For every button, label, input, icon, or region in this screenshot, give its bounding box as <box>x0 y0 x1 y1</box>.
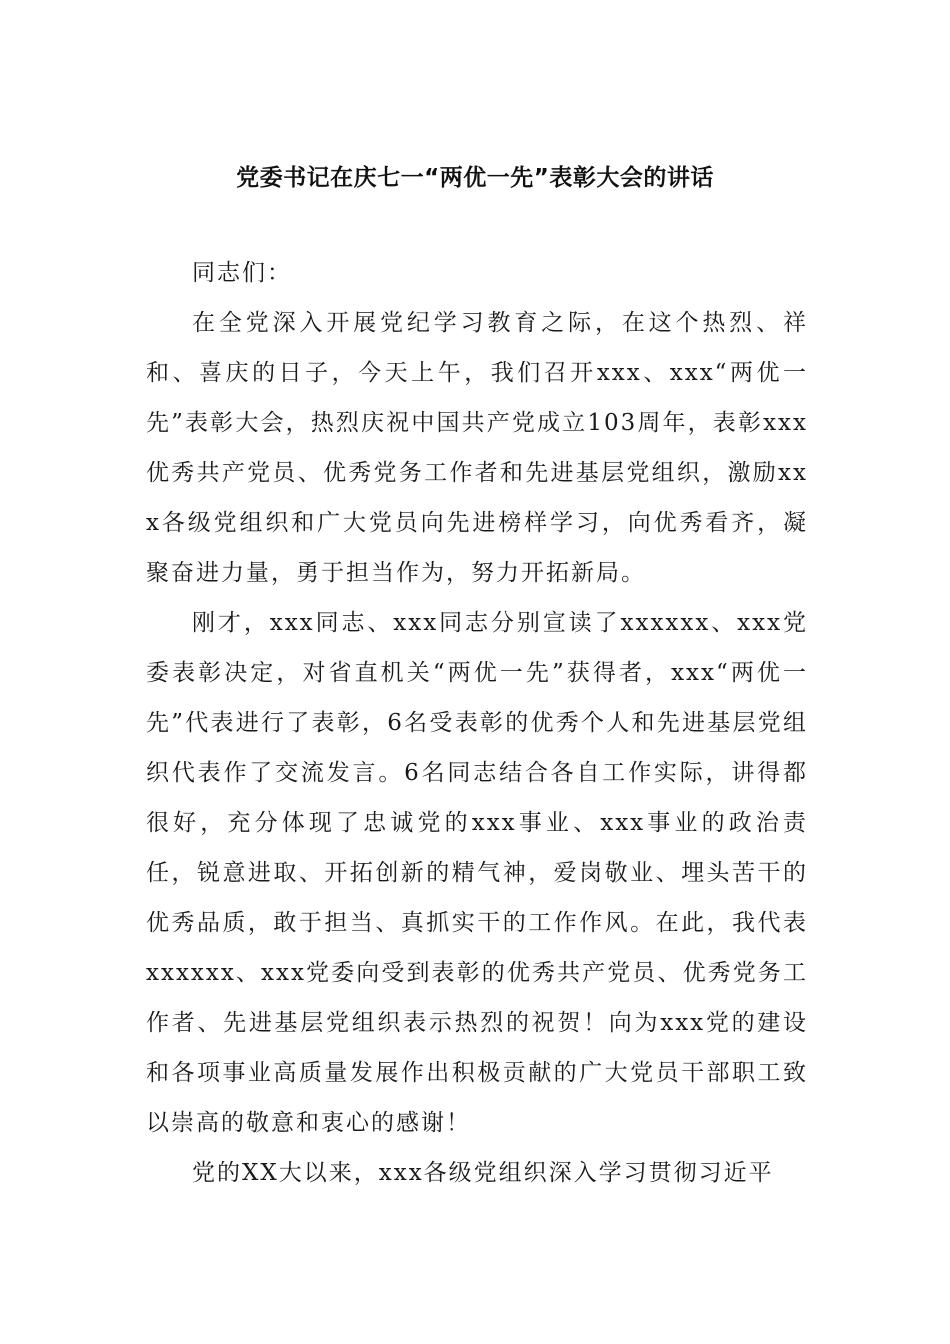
greeting: 同志们： <box>192 260 292 286</box>
paragraph-3: 党的XX大以来，xxx各级党组织深入学习贯彻习近平 <box>192 1160 774 1186</box>
document-body <box>146 248 808 1198</box>
paragraph-1: 在全党深入开展党纪学习教育之际，在这个热烈、祥和、喜庆的日子，今天上午，我们召开xxx、xxx“两优一先”表彰大会，热烈庆祝中国共产党成立103周年，表彰xxx优秀共产党员、优秀党务工作者和先进基层党组织，激励xxx各级党组织和广大党员向先进榜样学习，向优秀看齐，凝聚奋进力量，勇于担当作为，努力开拓新局。 <box>146 310 808 586</box>
document-title: 党委书记在庆七一“两优一先”表彰大会的讲话 <box>236 165 714 191</box>
paragraph-2: 刚才，xxx同志、xxx同志分别宣读了xxxxxx、xxx党委表彰决定，对省直机关“两优一先”获得者，xxx“两优一先”代表进行了表彰，6名受表彰的优秀个人和先进基层党组织代表作了交流发言。6名同志结合各自工作实际，讲得都很好，充分体现了忠诚党的xxx事业、xxx事业的政治责任，锐意进取、开拓创新的精气神，爱岗敬业、埋头苦干的优秀品质，敢于担当、真抓实干的工作作风。在此，我代表xxxxxx、xxx党委向受到表彰的优秀共产党员、优秀党务工作者、先进基层党组织表示热烈的祝贺！向为xxx党的建设和各项事业高质量发展作出积极贡献的广大党员干部职工致以崇高的敬意和衷心的感谢！ <box>146 610 808 1136</box>
